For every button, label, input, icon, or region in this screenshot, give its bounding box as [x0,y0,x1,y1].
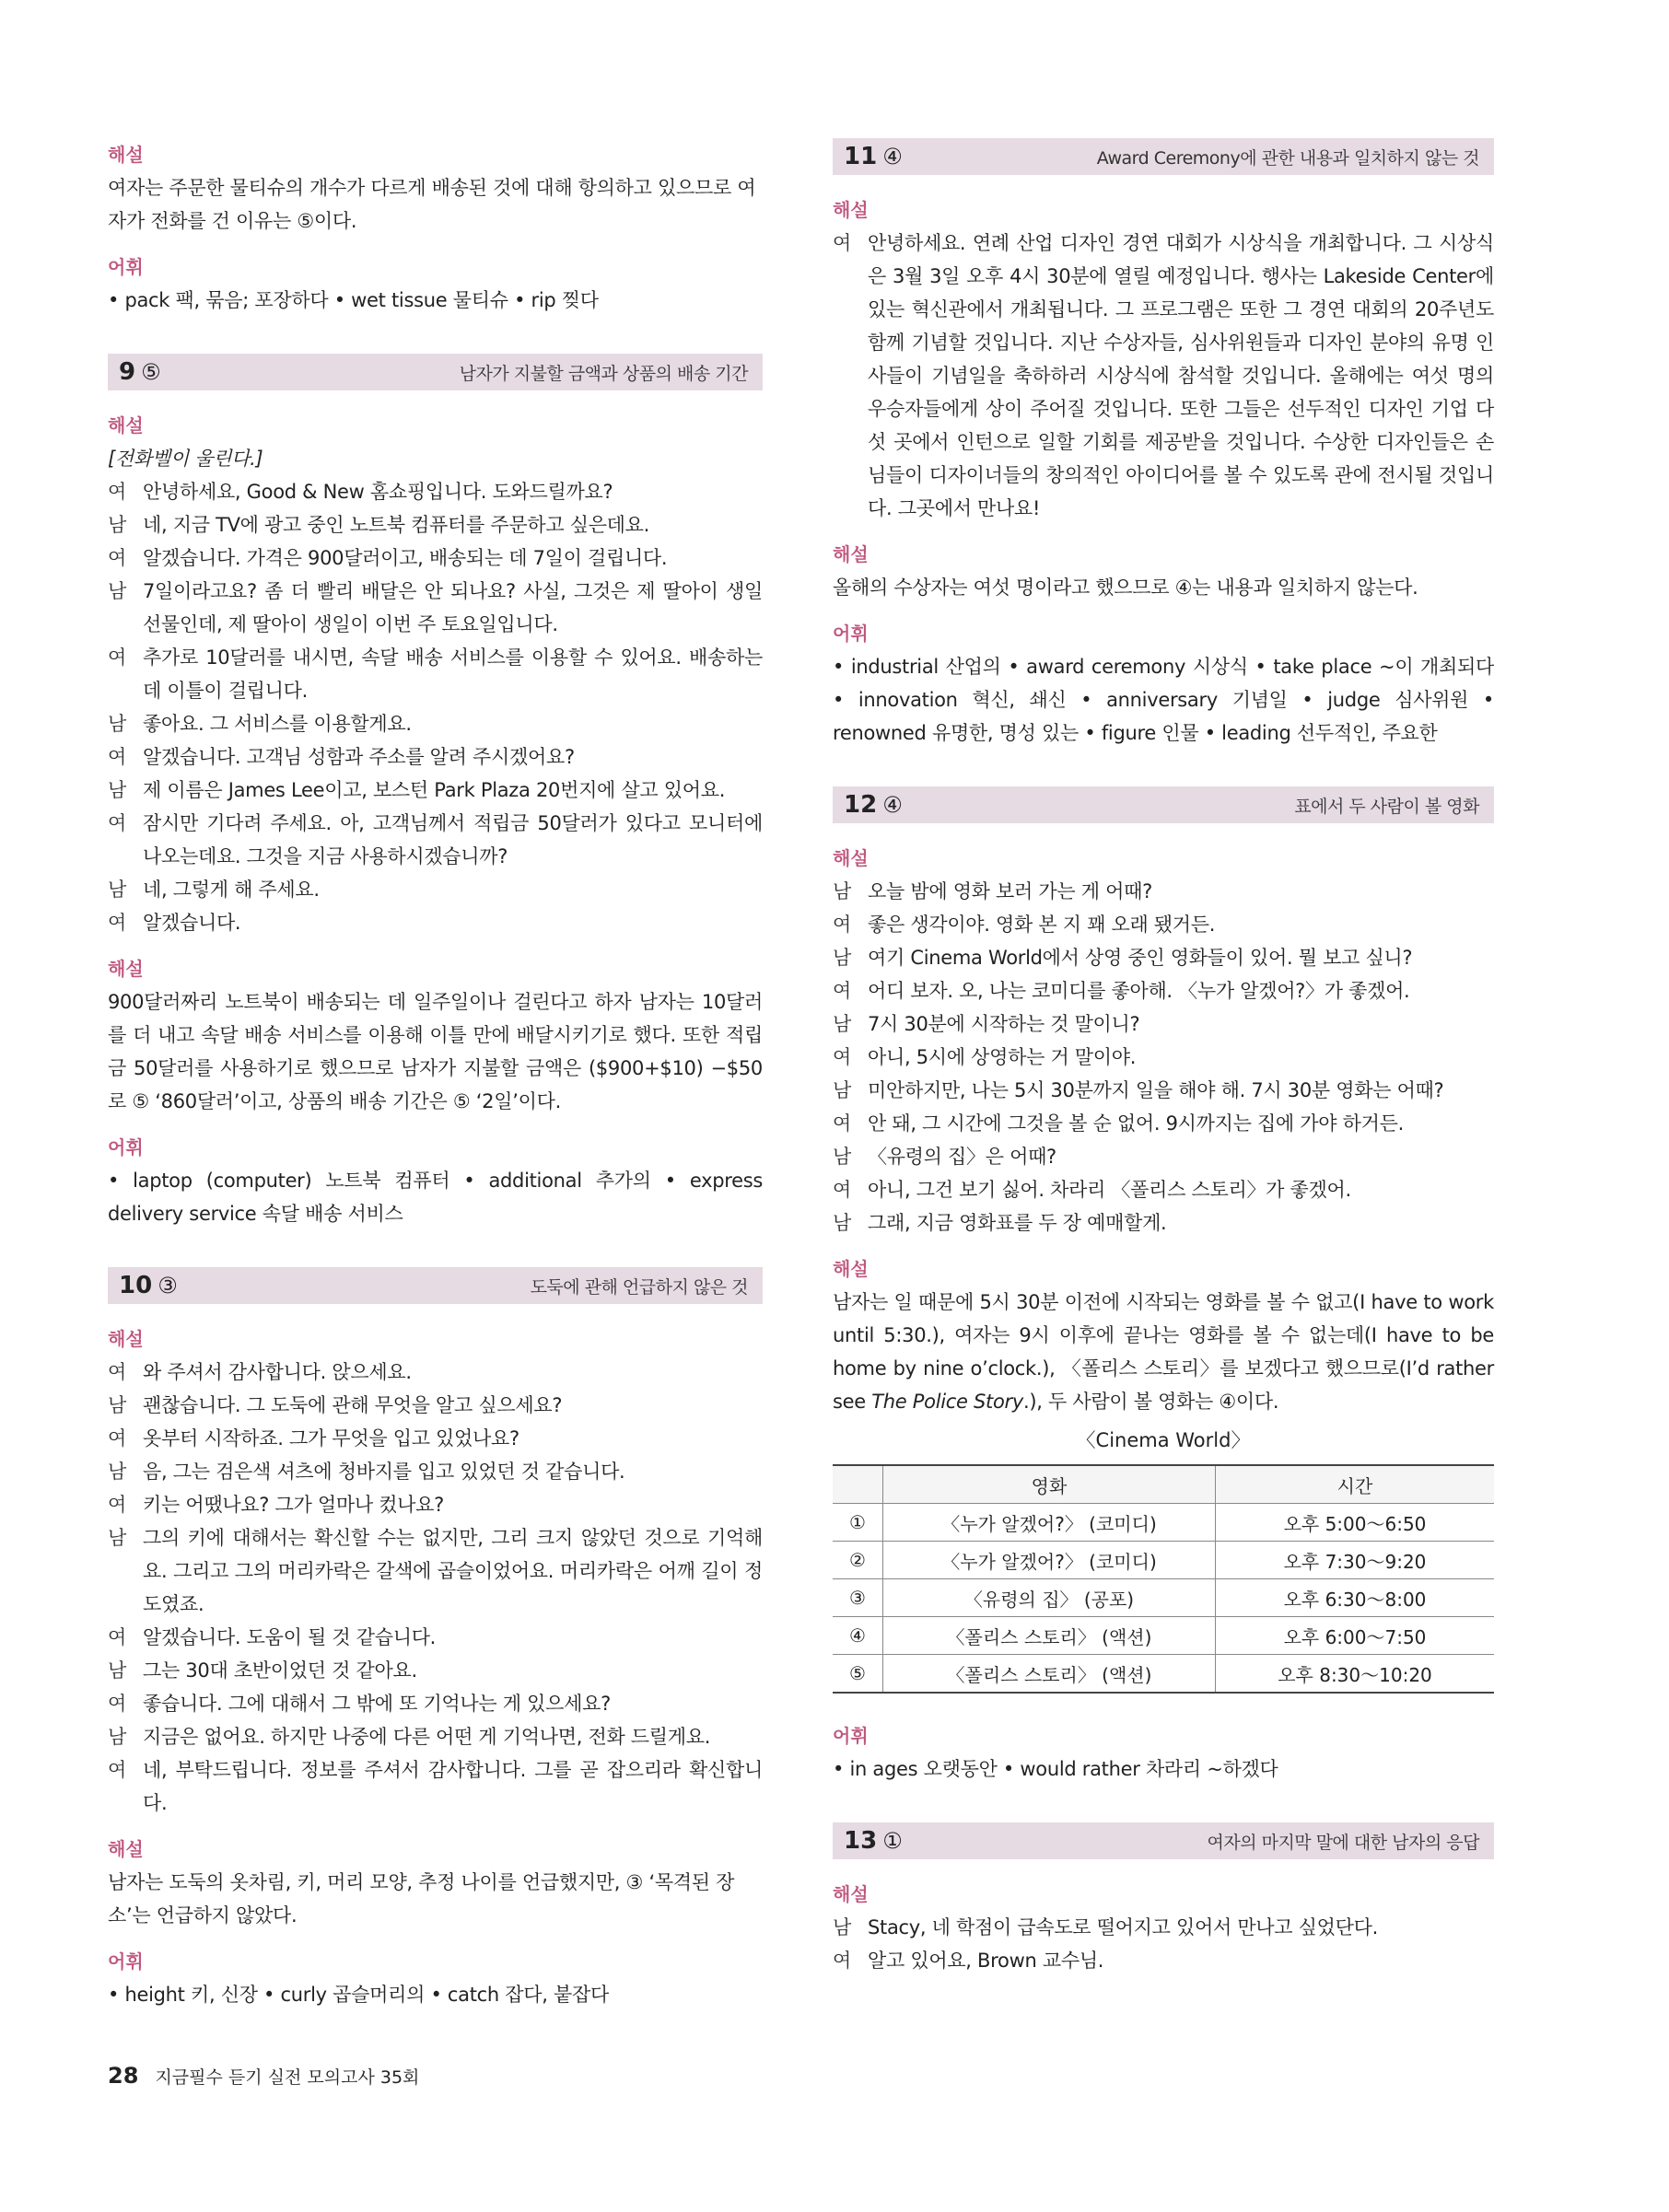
question-number: 10 ③ [119,1272,178,1299]
speaker-label: 여 [108,1626,126,1648]
table-header [833,1465,883,1504]
dialogue-line [833,1173,1494,1206]
dialogue-line [108,1753,763,1820]
dialogue-line [833,875,1494,908]
question-topic: Award Ceremony에 관한 내용과 일치하지 않는 것 [1096,147,1479,169]
speaker-label: 남 [108,713,126,735]
vocabulary-text: • in ages 오랫동안 • would rather 차라리 ~하겠다 [833,1758,1278,1780]
dialogue-text: 와 주셔서 감사합니다. 앉으세요. [143,1361,412,1383]
table-cell: 오후 6:30～8:00 [1216,1579,1495,1617]
speaker-label: 남 [833,1916,851,1938]
dialogue-text: 그래, 지금 영화표를 두 장 예매할게. [868,1212,1167,1234]
dialogue-line [108,1521,763,1621]
dialogue-text: 여기 Cinema World에서 상영 중인 영화들이 있어. 뭘 보고 싶니? [868,947,1413,969]
dialogue-line [833,1007,1494,1041]
label-explanation: 해설 [833,543,869,565]
dialogue-text: 음, 그는 검은색 셔츠에 청바지를 입고 있었던 것 같습니다. [143,1461,625,1483]
table-row [833,1504,1494,1542]
speaker-label: 남 [833,1013,851,1035]
speaker-label: 남 [833,1212,851,1234]
dialogue-line [108,740,763,774]
dialogue-line [108,707,763,740]
dialogue-text: 그의 키에 대해서는 확신할 수는 없지만, 그리 크지 않았던 것으로 기억해요. 그리고 그의 머리카락은 갈색에 곱슬이었어요. 머리카락은 어깨 길이 정도였죠. [143,1527,763,1615]
question-number: 11 ④ [844,143,903,170]
dialogue-text: 알겠습니다. 가격은 900달러이고, 배송되는 데 7일이 걸립니다. [143,547,668,569]
dialogue-text: 알겠습니다. [143,912,241,934]
dialogue-line [833,227,1494,525]
speaker-label: 여 [833,1112,851,1135]
movie-schedule-table [833,1464,1494,1694]
dialogue-q12 [833,875,1494,1240]
label-explanation: 해설 [108,144,144,166]
monologue-q11 [833,227,1494,525]
table-title: 〈Cinema World〉 [1076,1429,1251,1451]
dialogue-line [833,1206,1494,1240]
table-cell: ④ [833,1617,883,1655]
dialogue-text: 좋아요. 그 서비스를 이용할게요. [143,713,412,735]
table-cell: 〈누가 알겠어?〉 (코미디) [883,1504,1216,1542]
dialogue-line [108,774,763,807]
question-header-10 [108,1267,763,1304]
speaker-label: 여 [108,646,126,669]
speaker-label: 여 [108,1361,126,1383]
speaker-label: 남 [833,947,851,969]
dialogue-text: 아니, 5시에 상영하는 거 말이야. [868,1046,1137,1068]
table-cell: ③ [833,1579,883,1617]
table-cell: 오후 7:30～9:20 [1216,1542,1495,1579]
dialogue-text: 아니, 그건 보기 싫어. 차라리 〈폴리스 스토리〉가 좋겠어. [868,1179,1351,1201]
dialogue-text: 좋은 생각이야. 영화 본 지 꽤 오래 됐거든. [868,914,1216,936]
vocabulary-text: • laptop (computer) 노트북 컴퓨터 • additional 추가의 • express delivery service 속달 배송 서비스 [108,1170,763,1225]
label-explanation: 해설 [833,1258,869,1280]
dialogue-text: 좋습니다. 그에 대해서 그 밖에 또 기억나는 게 있으세요? [143,1693,611,1715]
explanation-text: 여자는 주문한 물티슈의 개수가 다르게 배송된 것에 대해 항의하고 있으므로 여자가 전화를 건 이유는 ⑤이다. [108,177,756,232]
table-cell: ② [833,1542,883,1579]
table-header: 시간 [1216,1465,1495,1504]
dialogue-text: 7일이라고요? 좀 더 빨리 배달은 안 되나요? 사실, 그것은 제 딸아이 생일 선물인데, 제 딸아이 생일이 이번 주 토요일입니다. [143,580,763,635]
vocabulary-text: • pack 팩, 묶음; 포장하다 • wet tissue 물티슈 • rip 찢다 [108,289,599,311]
speaker-label: 여 [108,481,126,503]
speaker-label: 여 [108,1693,126,1715]
dialogue-line [108,1455,763,1488]
dialogue-line [108,1621,763,1654]
dialogue-text: 추가로 10달러를 내시면, 속달 배송 서비스를 이용할 수 있어요. 배송하는 데 이틀이 걸립니다. [143,646,763,702]
explanation-text: 남자는 도둑의 옷차림, 키, 머리 모양, 추정 나이를 언급했지만, ③ ‘목격된 장소’는 언급하지 않았다. [108,1871,735,1927]
dialogue-line [833,1041,1494,1074]
speaker-label: 여 [833,1179,851,1201]
dialogue-q10 [108,1356,763,1820]
dialogue-text: 알고 있어요, Brown 교수님. [868,1950,1104,1972]
table-cell: 오후 5:00～6:50 [1216,1504,1495,1542]
speaker-label: 남 [108,879,126,901]
dialogue-text: 네, 지금 TV에 광고 중인 노트북 컴퓨터를 주문하고 싶은데요. [143,514,650,536]
table-cell: 〈유령의 집〉 (공포) [883,1579,1216,1617]
speaker-label: 남 [108,580,126,602]
label-explanation: 해설 [833,1883,869,1905]
question-number: 13 ① [844,1827,903,1855]
speaker-label: 남 [108,1726,126,1748]
dialogue-line [108,1422,763,1455]
dialogue-text: 옷부터 시작하죠. 그가 무엇을 입고 있었나요? [143,1427,519,1449]
label-vocabulary: 어휘 [833,623,869,645]
label-explanation: 해설 [833,847,869,869]
question-header-13 [833,1822,1494,1859]
explanation-text: 남자는 일 때문에 5시 30분 이전에 시작되는 영화를 볼 수 없고(I have to work until 5:30.), 여자는 9시 이후에 끝나는 영화를 볼 수 없는데(I have to be home by nine o’clock.), 〈폴리스 스토리〉를 보겠다고 했으므로(I’d rather see The Police Story.), 두 사람이 볼 영화는 ④이다. [833,1291,1494,1413]
label-explanation: 해설 [108,1838,144,1860]
page-number: 28 [108,2063,139,2089]
speaker-label: 남 [833,1079,851,1101]
dialogue-text: 어디 보자. 오, 나는 코미디를 좋아해. 〈누가 알겠어?〉가 좋겠어. [868,980,1410,1002]
table-cell: 오후 6:00～7:50 [1216,1617,1495,1655]
label-explanation: 해설 [108,1328,144,1350]
dialogue-text: 괜찮습니다. 그 도둑에 관해 무엇을 알고 싶으세요? [143,1394,563,1416]
dialogue-line [108,641,763,707]
dialogue-text: 지금은 없어요. 하지만 나중에 다른 어떤 게 기억나면, 전화 드릴게요. [143,1726,711,1748]
speaker-label: 남 [108,514,126,536]
dialogue-text: 〈유령의 집〉은 어때? [868,1146,1056,1168]
question-topic: 여자의 마지막 말에 대한 남자의 응답 [1207,1832,1479,1853]
page-footer [108,2063,419,2089]
dialogue-line [108,475,763,508]
dialogue-text: 안 돼, 그 시간에 그것을 볼 순 없어. 9시까지는 집에 가야 하거든. [868,1112,1404,1135]
dialogue-text: Stacy, 네 학점이 급속도로 떨어지고 있어서 만나고 싶었단다. [868,1916,1378,1938]
dialogue-text: 알겠습니다. 도움이 될 것 같습니다. [143,1626,437,1648]
dialogue-line [833,908,1494,941]
dialogue-line [833,1944,1494,1977]
dialogue-text: 제 이름은 James Lee이고, 보스턴 Park Plaza 20번지에 살고 있어요. [143,779,726,801]
speaker-label: 남 [108,779,126,801]
question-topic: 표에서 두 사람이 볼 영화 [1294,796,1479,817]
left-column [108,138,763,2011]
table-row [833,1617,1494,1655]
speaker-label: 여 [108,812,126,834]
table-cell: 오후 8:30～10:20 [1216,1655,1495,1694]
label-explanation: 해설 [108,958,144,980]
speaker-label: 여 [108,1427,126,1449]
speaker-label: 남 [833,880,851,902]
dialogue-line [833,974,1494,1007]
speaker-label: 여 [108,547,126,569]
speaker-label: 여 [833,1950,851,1972]
dialogue-line [108,1720,763,1753]
dialogue-line [833,1140,1494,1173]
question-topic: 도둑에 관해 언급하지 않은 것 [530,1276,748,1298]
dialogue-line [108,1356,763,1389]
dialogue-text: 오늘 밤에 영화 보러 가는 게 어때? [868,880,1152,902]
dialogue-line [833,1107,1494,1140]
explanation-text: 올해의 수상자는 여섯 명이라고 했으므로 ④는 내용과 일치하지 않는다. [833,576,1418,599]
dialogue-line [108,575,763,641]
speaker-label: 여 [108,912,126,934]
speaker-label: 여 [833,914,851,936]
dialogue-text: 잠시만 기다려 주세요. 아, 고객님께서 적립금 50달러가 있다고 모니터에 나오는데요. 그것을 지금 사용하시겠습니까? [143,812,763,867]
speaker-label: 남 [108,1461,126,1483]
table-row [833,1655,1494,1694]
dialogue-line [833,1911,1494,1944]
table-cell: 〈폴리스 스토리〉 (액션) [883,1655,1216,1694]
vocabulary-text: • height 키, 신장 • curly 곱슬머리의 • catch 잡다, 붙잡다 [108,1984,609,2006]
right-column [833,138,1494,1977]
question-header-11 [833,138,1494,175]
question-header-12 [833,786,1494,823]
question-number: 9 ⑤ [119,358,161,386]
speaker-label: 여 [833,980,851,1002]
dialogue-line [108,807,763,873]
dialogue-text: 알겠습니다. 고객님 성함과 주소를 알려 주시겠어요? [143,746,575,768]
explanation-text: 900달러짜리 노트북이 배송되는 데 일주일이나 걸린다고 하자 남자는 10달러를 더 내고 속달 배송 서비스를 이용해 이틀 만에 배달시키기로 했다. 또한 적립금 50달러를 사용하기로 했으므로 남자가 지불할 금액은 ($900+$10) −$50로 ⑤ ‘860달러’이고, 상품의 배송 기간은 ⑤ ‘2일’이다. [108,991,763,1112]
dialogue-line [108,541,763,575]
table-cell: 〈누가 알겠어?〉 (코미디) [883,1542,1216,1579]
dialogue-q13 [833,1911,1494,1977]
speaker-label: 남 [108,1527,126,1549]
dialogue-text: 7시 30분에 시작하는 것 말이니? [868,1013,1140,1035]
label-vocabulary: 어휘 [833,1725,869,1747]
speaker-label: 여 [833,1046,851,1068]
dialogue-line [833,1074,1494,1107]
dialogue-line [108,508,763,541]
dialogue-line [108,873,763,906]
dialogue-q9 [108,475,763,939]
dialogue-line [108,906,763,939]
question-header-9 [108,354,763,390]
speaker-label: 여 [833,232,851,254]
table-row [833,1579,1494,1617]
table-row [833,1542,1494,1579]
speaker-label: 여 [108,746,126,768]
label-vocabulary: 어휘 [108,1950,144,1973]
question-number: 12 ④ [844,791,903,819]
dialogue-line [833,941,1494,974]
speaker-label: 여 [108,1759,126,1781]
speaker-label: 남 [833,1146,851,1168]
table-cell: ① [833,1504,883,1542]
stage-direction: [전화벨이 울린다.] [108,448,263,470]
table-cell: 〈폴리스 스토리〉 (액션) [883,1617,1216,1655]
dialogue-text: 안녕하세요. 연례 산업 디자인 경연 대회가 시상식을 개최합니다. 그 시상식은 3월 3일 오후 4시 30분에 열릴 예정입니다. 행사는 Lakeside Center에 있는 혁신관에서 개최됩니다. 그 프로그램은 또한 그 경연 대회의 20주년도 함께 기념할 것입니다. 지난 수상자들, 심사위원들과 디자인 분야의 유명 인사들이 기념일을 축하하러 시상식에 참석할 것입니다. 올해에는 여섯 명의 우승자들에게 상이 주어질 것입니다. 또한 그들은 선두적인 디자인 기업 다섯 곳에서 인턴으로 일할 기회를 제공받을 것입니다. 수상한 디자인들은 손님들이 디자이너들의 창의적인 아이디어를 볼 수 있도록 관에 전시될 것입니다. 그곳에서 만나요! [868,232,1494,519]
dialogue-text: 네, 그렇게 해 주세요. [143,879,320,901]
dialogue-line [108,1389,763,1422]
label-explanation: 해설 [108,414,144,437]
dialogue-line [108,1654,763,1687]
dialogue-line [108,1488,763,1521]
table-cell: ⑤ [833,1655,883,1694]
dialogue-text: 그는 30대 초반이었던 것 같아요. [143,1659,417,1682]
speaker-label: 여 [108,1494,126,1516]
table-header-row [833,1465,1494,1504]
table-header: 영화 [883,1465,1216,1504]
dialogue-text: 키는 어땠나요? 그가 얼마나 컸나요? [143,1494,444,1516]
label-vocabulary: 어휘 [108,256,144,278]
vocabulary-text: • industrial 산업의 • award ceremony 시상식 • take place ~이 개최되다 • innovation 혁신, 쇄신 • anniversary 기념일 • judge 심사위원 • renowned 유명한, 명성 있는 • figure 인물 • leading 선두적인, 주요한 [833,656,1494,744]
speaker-label: 남 [108,1394,126,1416]
dialogue-text: 네, 부탁드립니다. 정보를 주셔서 감사합니다. 그를 곧 잡으리라 확신합니다. [143,1759,763,1814]
question-topic: 남자가 지불할 금액과 상품의 배송 기간 [459,363,748,384]
speaker-label: 남 [108,1659,126,1682]
label-vocabulary: 어휘 [108,1136,144,1158]
book-title: 지금필수 듣기 실전 모의고사 35회 [155,2067,420,2088]
dialogue-text: 안녕하세요, Good & New 홈쇼핑입니다. 도와드릴까요? [143,481,613,503]
label-explanation: 해설 [833,199,869,221]
dialogue-line [108,1687,763,1720]
dialogue-text: 미안하지만, 나는 5시 30분까지 일을 해야 해. 7시 30분 영화는 어때? [868,1079,1444,1101]
